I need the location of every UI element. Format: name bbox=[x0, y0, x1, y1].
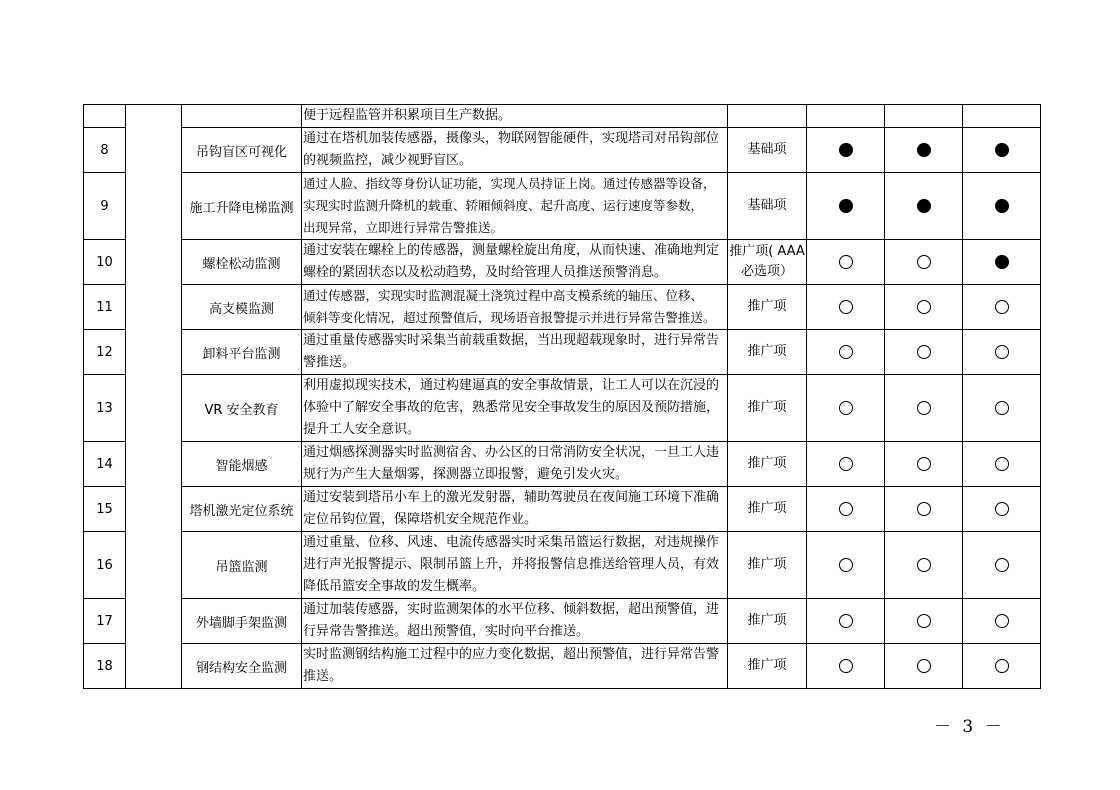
description-line: 倾斜等变化情况，超过预警值后，现场语音报警提示并进行异常告警推送。 bbox=[303, 310, 716, 325]
item-level: 基础项 bbox=[728, 128, 807, 173]
table-row bbox=[84, 532, 1041, 599]
item-description bbox=[302, 487, 728, 532]
item-name bbox=[182, 105, 302, 128]
item-name: 钢结构安全监测 bbox=[182, 644, 302, 689]
row-number: 15 bbox=[84, 487, 126, 532]
mark-cell bbox=[807, 128, 885, 173]
empty-circle-icon bbox=[995, 300, 1009, 314]
description-line: 通过安装在螺栓上的传感器，测量螺栓旋出角度，从而快速、准确地判定 bbox=[303, 243, 720, 258]
table-body bbox=[84, 105, 1041, 689]
empty-circle-icon bbox=[839, 255, 853, 269]
empty-circle-icon bbox=[917, 614, 931, 628]
description-line: 降低吊篮安全事故的发生概率。 bbox=[303, 579, 486, 594]
table-row bbox=[84, 128, 1041, 173]
table-row bbox=[84, 599, 1041, 644]
item-name: 吊钩盲区可视化 bbox=[182, 128, 302, 173]
item-description bbox=[302, 599, 728, 644]
empty-circle-icon bbox=[917, 345, 931, 359]
item-description bbox=[302, 330, 728, 375]
mark-cell bbox=[885, 173, 963, 240]
item-level: 推广项 bbox=[728, 644, 807, 689]
mark-cell bbox=[963, 599, 1041, 644]
description-line: 行异常告警推送。超出预警值，实时向平台推送。 bbox=[303, 624, 590, 639]
description-line: 规行为产生大量烟雾，探测器立即报警，避免引发火灾。 bbox=[303, 467, 629, 482]
item-name: 施工升降电梯监测 bbox=[182, 173, 302, 240]
description-line: 出现异常，立即进行异常告警推送。 bbox=[303, 220, 504, 235]
standards-table bbox=[83, 104, 1041, 689]
empty-circle-icon bbox=[839, 345, 853, 359]
category-cell bbox=[126, 105, 182, 689]
item-name: 外墙脚手架监测 bbox=[182, 599, 302, 644]
filled-circle-icon bbox=[917, 199, 931, 213]
mark-cell bbox=[807, 532, 885, 599]
item-description: 便于远程监管并积累项目生产数据。 bbox=[302, 105, 728, 128]
mark-cell bbox=[885, 487, 963, 532]
item-name: 螺栓松动监测 bbox=[182, 240, 302, 285]
description-line: 实现实时监测升降机的载重、轿厢倾斜度、起升高度、运行速度等参数， bbox=[303, 198, 704, 213]
description-line: 通过在塔机加装传感器，摄像头，物联网智能硬件，实现塔司对吊钩部位 bbox=[303, 131, 720, 146]
mark-cell bbox=[807, 240, 885, 285]
mark-cell bbox=[963, 330, 1041, 375]
row-number bbox=[84, 105, 126, 128]
item-name: VR 安全教育 bbox=[182, 375, 302, 442]
description-line: 通过传感器，实现实时监测混凝土浇筑过程中高支模系统的轴压、位移、 bbox=[303, 288, 704, 303]
table-row bbox=[84, 330, 1041, 375]
table-row bbox=[84, 173, 1041, 240]
empty-circle-icon bbox=[839, 457, 853, 471]
item-name: 智能烟感 bbox=[182, 442, 302, 487]
mark-cell bbox=[807, 173, 885, 240]
mark-cell bbox=[885, 532, 963, 599]
description-line: 通过重量、位移、风速、电流传感器实时采集吊篮运行数据，对违规操作 bbox=[303, 535, 720, 550]
filled-circle-icon bbox=[995, 199, 1009, 213]
description-line: 通过加装传感器，实时监测架体的水平位移、倾斜数据，超出预警值，进 bbox=[303, 602, 720, 617]
empty-circle-icon bbox=[839, 502, 853, 516]
item-level bbox=[728, 105, 807, 128]
empty-circle-icon bbox=[995, 558, 1009, 572]
item-name: 塔机激光定位系统 bbox=[182, 487, 302, 532]
empty-circle-icon bbox=[995, 401, 1009, 415]
mark-cell bbox=[885, 375, 963, 442]
mark-cell bbox=[963, 105, 1041, 128]
table-row bbox=[84, 285, 1041, 330]
mark-cell bbox=[807, 330, 885, 375]
row-number: 10 bbox=[84, 240, 126, 285]
mark-cell bbox=[963, 487, 1041, 532]
table-row-continuation bbox=[84, 105, 1041, 128]
empty-circle-icon bbox=[917, 255, 931, 269]
item-level: 推广项 bbox=[728, 599, 807, 644]
item-name: 吊篮监测 bbox=[182, 532, 302, 599]
mark-cell bbox=[885, 599, 963, 644]
empty-circle-icon bbox=[839, 614, 853, 628]
description-line: 利用虚拟现实技术，通过构建逼真的安全事故情景，让工人可以在沉浸的 bbox=[303, 378, 720, 393]
mark-cell bbox=[963, 128, 1041, 173]
empty-circle-icon bbox=[917, 659, 931, 673]
row-number: 11 bbox=[84, 285, 126, 330]
mark-cell bbox=[807, 285, 885, 330]
table-row bbox=[84, 644, 1041, 689]
table-row bbox=[84, 442, 1041, 487]
item-description bbox=[302, 285, 728, 330]
mark-cell bbox=[963, 173, 1041, 240]
mark-cell bbox=[963, 442, 1041, 487]
mark-cell bbox=[807, 487, 885, 532]
empty-circle-icon bbox=[917, 457, 931, 471]
row-number: 12 bbox=[84, 330, 126, 375]
mark-cell bbox=[807, 442, 885, 487]
item-description bbox=[302, 644, 728, 689]
mark-cell bbox=[807, 105, 885, 128]
empty-circle-icon bbox=[917, 300, 931, 314]
mark-cell bbox=[885, 644, 963, 689]
filled-circle-icon bbox=[917, 143, 931, 157]
empty-circle-icon bbox=[995, 345, 1009, 359]
empty-circle-icon bbox=[917, 502, 931, 516]
empty-circle-icon bbox=[839, 659, 853, 673]
empty-circle-icon bbox=[917, 558, 931, 572]
item-level: 推广项 bbox=[728, 532, 807, 599]
mark-cell bbox=[963, 532, 1041, 599]
filled-circle-icon bbox=[839, 199, 853, 213]
row-number: 17 bbox=[84, 599, 126, 644]
filled-circle-icon bbox=[995, 255, 1009, 269]
item-level: 推广项( AAA 必选项） bbox=[728, 240, 807, 285]
description-line: 通过烟感探测器实时监测宿舍、办公区的日常消防安全状况，一旦工人违 bbox=[303, 445, 720, 460]
mark-cell bbox=[885, 285, 963, 330]
mark-cell bbox=[807, 644, 885, 689]
item-name: 卸料平台监测 bbox=[182, 330, 302, 375]
row-number: 14 bbox=[84, 442, 126, 487]
row-number: 8 bbox=[84, 128, 126, 173]
description-line: 通过人脸、指纹等身份认证功能，实现人员持证上岗。通过传感器等设备， bbox=[303, 176, 716, 191]
item-level: 推广项 bbox=[728, 375, 807, 442]
mark-cell bbox=[885, 128, 963, 173]
item-description bbox=[302, 442, 728, 487]
empty-circle-icon bbox=[917, 401, 931, 415]
description-line: 推送。 bbox=[303, 669, 343, 684]
row-number: 16 bbox=[84, 532, 126, 599]
item-description bbox=[302, 532, 728, 599]
item-description bbox=[302, 375, 728, 442]
item-level: 推广项 bbox=[728, 487, 807, 532]
mark-cell bbox=[807, 599, 885, 644]
page-number: － 3 － bbox=[934, 717, 1005, 737]
filled-circle-icon bbox=[839, 143, 853, 157]
item-level: 基础项 bbox=[728, 173, 807, 240]
description-line: 提升工人安全意识。 bbox=[303, 422, 421, 437]
mark-cell bbox=[963, 375, 1041, 442]
row-number: 9 bbox=[84, 173, 126, 240]
empty-circle-icon bbox=[995, 614, 1009, 628]
empty-circle-icon bbox=[995, 659, 1009, 673]
mark-cell bbox=[885, 330, 963, 375]
description-line: 定位吊钩位置，保障塔机安全规范作业。 bbox=[303, 512, 538, 527]
mark-cell bbox=[963, 285, 1041, 330]
table-row bbox=[84, 240, 1041, 285]
item-description bbox=[302, 240, 728, 285]
mark-cell bbox=[885, 442, 963, 487]
description-line: 的视频监控，减少视野盲区。 bbox=[303, 153, 473, 168]
description-line: 进行声光报警提示、限制吊篮上升，并将报警信息推送给管理人员，有效 bbox=[303, 557, 720, 572]
description-line: 警推送。 bbox=[303, 355, 356, 370]
empty-circle-icon bbox=[839, 300, 853, 314]
item-description bbox=[302, 128, 728, 173]
table-row bbox=[84, 487, 1041, 532]
description-line: 通过重量传感器实时采集当前载重数据，当出现超载现象时，进行异常告 bbox=[303, 333, 720, 348]
mark-cell bbox=[885, 240, 963, 285]
description-line: 通过安装到塔吊小车上的激光发射器，辅助驾驶员在夜间施工环境下准确 bbox=[303, 490, 720, 505]
description-line: 体验中了解安全事故的危害，熟悉常见安全事故发生的原因及预防措施， bbox=[303, 400, 720, 415]
item-description bbox=[302, 173, 728, 240]
filled-circle-icon bbox=[995, 143, 1009, 157]
empty-circle-icon bbox=[839, 401, 853, 415]
empty-circle-icon bbox=[839, 558, 853, 572]
item-level: 推广项 bbox=[728, 442, 807, 487]
row-number: 13 bbox=[84, 375, 126, 442]
item-name: 高支模监测 bbox=[182, 285, 302, 330]
empty-circle-icon bbox=[995, 502, 1009, 516]
mark-cell bbox=[963, 644, 1041, 689]
description-line: 螺栓的紧固状态以及松动趋势，及时给管理人员推送预警消息。 bbox=[303, 265, 668, 280]
description-line: 实时监测钢结构施工过程中的应力变化数据，超出预警值，进行异常告警 bbox=[303, 647, 720, 662]
item-level: 推广项 bbox=[728, 330, 807, 375]
item-level: 推广项 bbox=[728, 285, 807, 330]
empty-circle-icon bbox=[995, 457, 1009, 471]
mark-cell bbox=[963, 240, 1041, 285]
table-row bbox=[84, 375, 1041, 442]
mark-cell bbox=[807, 375, 885, 442]
mark-cell bbox=[885, 105, 963, 128]
row-number: 18 bbox=[84, 644, 126, 689]
